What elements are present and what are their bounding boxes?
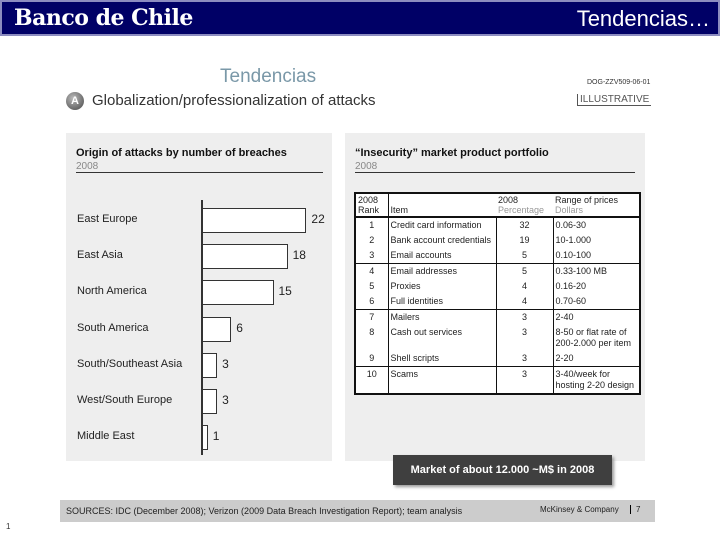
table-row bbox=[355, 294, 640, 310]
cell-price: 0.33-100 MB bbox=[553, 264, 640, 280]
cell-price: 0.16-20 bbox=[553, 279, 640, 294]
brand-label: McKinsey & Company bbox=[540, 505, 619, 514]
cell-rank: 1 bbox=[369, 220, 375, 230]
table-row bbox=[355, 264, 640, 280]
pct-header: 2008 Percentage bbox=[496, 193, 553, 217]
chart-year: 2008 bbox=[76, 161, 323, 173]
cell-pct: 3 bbox=[496, 367, 553, 395]
slide-subtitle: Globalization/professionalization of attacks bbox=[92, 92, 376, 109]
bar-label: North America bbox=[77, 285, 147, 298]
cell-price: 8-50 or flat rate of 200-2.000 per item bbox=[553, 325, 640, 351]
cell-rank: 3 bbox=[369, 250, 375, 260]
bar bbox=[203, 317, 231, 342]
cell-pct: 3 bbox=[496, 310, 553, 326]
bar bbox=[203, 353, 217, 378]
bar-value: 15 bbox=[278, 284, 292, 299]
bar-value: 3 bbox=[222, 393, 229, 407]
header-title: Tendencias… bbox=[576, 6, 710, 31]
cell-rank: 10 bbox=[355, 367, 388, 395]
bar-label: East Europe bbox=[77, 213, 138, 225]
bar-label: South/Southeast Asia bbox=[77, 357, 183, 370]
cell-rank: 4 bbox=[355, 264, 388, 280]
slide-title: Tendencias bbox=[220, 66, 317, 87]
bar bbox=[203, 389, 217, 414]
table-year: 2008 bbox=[355, 161, 635, 173]
cell-pct: 3 bbox=[496, 325, 553, 351]
bar-value: 6 bbox=[236, 320, 243, 335]
cell-rank: 7 bbox=[355, 310, 388, 326]
cell-pct: 3 bbox=[496, 351, 553, 367]
chart-title: Origin of attacks by number of breaches bbox=[76, 147, 287, 159]
cell-pct: 5 bbox=[496, 248, 553, 264]
cell-item: Bank account credentials bbox=[388, 233, 496, 248]
table-row bbox=[355, 310, 640, 326]
market-table bbox=[354, 192, 641, 395]
cell-item: Full identities bbox=[388, 294, 496, 310]
section-badge-icon: A bbox=[66, 92, 84, 110]
bar-label: South America bbox=[77, 321, 149, 334]
cell-price: 2-40 bbox=[553, 310, 640, 326]
bar bbox=[203, 244, 288, 269]
bar-value: 22 bbox=[311, 212, 325, 226]
bar-label: Middle East bbox=[77, 430, 135, 443]
rank-header: 2008 Rank bbox=[355, 193, 388, 217]
cell-item: Email addresses bbox=[388, 264, 496, 280]
item-header: Item bbox=[388, 193, 496, 217]
bar bbox=[203, 208, 306, 233]
cell-pct: 4 bbox=[496, 279, 553, 294]
cell-pct: 5 bbox=[496, 264, 553, 280]
cell-price: 0.70-60 bbox=[553, 294, 640, 310]
bar-value: 3 bbox=[222, 356, 229, 371]
cell-price: 10-1.000 bbox=[553, 233, 640, 248]
table-row bbox=[355, 325, 640, 351]
cell-item: Shell scripts bbox=[388, 351, 496, 367]
table-row bbox=[355, 233, 640, 248]
bar-value: 1 bbox=[212, 429, 220, 444]
market-note: Market of about 12.000 ~M$ in 2008 bbox=[393, 455, 612, 485]
cell-pct: 32 bbox=[496, 217, 553, 233]
table-row bbox=[355, 279, 640, 294]
cell-item: Credit card information bbox=[388, 217, 496, 233]
cell-price: 0.10-100 bbox=[553, 248, 640, 264]
price-header: Range of prices Dollars bbox=[553, 193, 640, 217]
doc-code: DOG-ZZV509-06-01 bbox=[587, 79, 651, 86]
cell-price: 3-40/week for hosting 2-20 design bbox=[553, 367, 640, 395]
bar bbox=[203, 425, 208, 450]
table-title: “Insecurity” market product portfolio bbox=[355, 147, 549, 159]
bar-label: West/South Europe bbox=[77, 394, 173, 406]
bar-label: East Asia bbox=[77, 249, 123, 262]
bank-logo: Banco de Chile bbox=[14, 5, 193, 31]
cell-item: Cash out services bbox=[388, 325, 496, 351]
cell-item: Scams bbox=[388, 367, 496, 395]
table-row bbox=[355, 217, 640, 233]
cell-rank: 2 bbox=[369, 235, 375, 245]
cell-price: 0.06-30 bbox=[553, 217, 640, 233]
sources-text: SOURCES: IDC (December 2008); Verizon (2009 Data Breach Investigation Report); team analysis bbox=[66, 506, 463, 516]
cell-item: Mailers bbox=[388, 310, 496, 326]
illustrative-tag: ILLUSTRATIVE bbox=[577, 94, 651, 106]
cell-item: Proxies bbox=[388, 279, 496, 294]
bar-value: 18 bbox=[292, 248, 306, 263]
cell-pct: 4 bbox=[496, 294, 553, 310]
cell-item: Email accounts bbox=[388, 248, 496, 264]
table-row bbox=[355, 351, 640, 367]
inner-page-number: 7 bbox=[630, 505, 640, 514]
slide-number: 1 bbox=[6, 522, 11, 531]
bar bbox=[203, 280, 274, 305]
cell-rank: 9 bbox=[369, 353, 375, 363]
header-bar bbox=[0, 0, 720, 36]
cell-rank: 6 bbox=[369, 296, 375, 306]
cell-rank: 8 bbox=[369, 327, 375, 337]
cell-price: 2-20 bbox=[553, 351, 640, 367]
table-row bbox=[355, 248, 640, 264]
cell-rank: 5 bbox=[369, 281, 375, 291]
cell-pct: 19 bbox=[496, 233, 553, 248]
table-row bbox=[355, 367, 640, 395]
